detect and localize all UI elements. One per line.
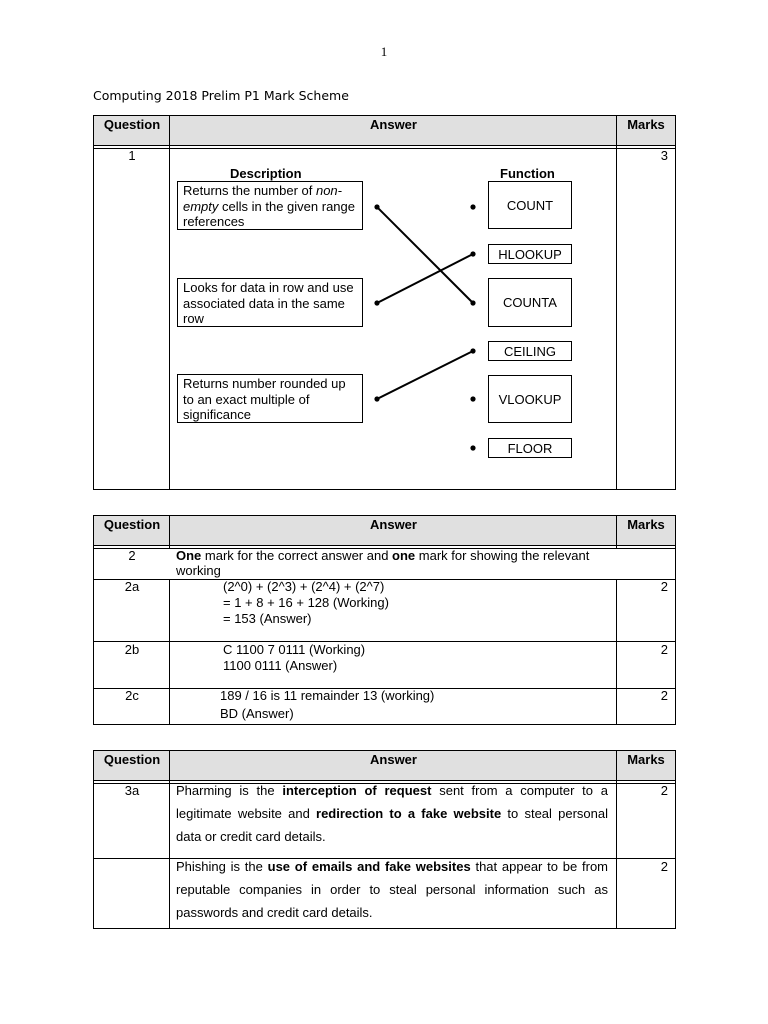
answer-line: = 1 + 8 + 16 + 128 (Working) (223, 595, 389, 610)
header-answer: Answer (370, 517, 417, 532)
part-label: 2c (125, 688, 139, 703)
intro-bold: One (176, 548, 202, 563)
answer-line: 189 / 16 is 11 remainder 13 (working) (220, 688, 435, 703)
column-divider (616, 516, 617, 548)
function-label: Function (500, 166, 555, 181)
pharming-answer (176, 779, 608, 848)
description-text: Looks for data in row and use associated data in the same row (183, 280, 354, 326)
column-divider (616, 751, 617, 928)
question-number: 2 (128, 548, 136, 563)
function-name: CEILING (503, 343, 556, 359)
intro-bold: one (392, 548, 416, 563)
question-1-table (93, 115, 676, 490)
match-line (377, 351, 473, 399)
question-3-table (93, 750, 676, 929)
row-divider (94, 579, 675, 580)
phishing-answer (176, 855, 608, 924)
match-line (377, 207, 473, 303)
header-question: Question (103, 517, 161, 532)
document-title: Computing 2018 Prelim P1 Mark Scheme (93, 88, 349, 103)
description-text: Returns the number of (183, 183, 316, 198)
part-marks: 2 (660, 859, 668, 874)
match-line (377, 254, 473, 303)
answer-line: = 153 (Answer) (223, 611, 312, 626)
description-text: cells in the given range references (183, 198, 355, 229)
right-dot (470, 204, 475, 209)
function-name: FLOOR (507, 440, 553, 456)
header-marks: Marks (627, 752, 665, 767)
answer-text: to steal personal data or credit card details. (176, 806, 608, 844)
description-emphasis: non-empty (183, 183, 342, 214)
answer-line: BD (Answer) (220, 706, 294, 721)
question-number: 1 (128, 148, 136, 163)
header-question: Question (103, 117, 161, 132)
part-label: 2a (124, 579, 140, 594)
function-name: HLOOKUP (498, 246, 562, 262)
answer-text: sent from a computer to a legitimate website and (176, 783, 609, 821)
function-name: COUNTA (503, 295, 557, 310)
function-name: COUNT (506, 197, 554, 213)
right-dot (470, 396, 475, 401)
matching-lines (94, 116, 677, 491)
part-label: 3a (124, 783, 140, 798)
intro-text: mark for the correct answer and (201, 548, 393, 563)
answer-text: Phishing is the (176, 859, 268, 874)
question-2-table (93, 515, 676, 725)
page-number: 1 (380, 44, 388, 59)
function-name: VLOOKUP (498, 391, 562, 407)
part-marks: 2 (660, 642, 668, 657)
header-marks: Marks (627, 117, 665, 132)
header-marks: Marks (627, 517, 665, 532)
column-divider (169, 751, 170, 928)
answer-line: (2^0) + (2^3) + (2^4) + (2^7) (223, 579, 385, 594)
answer-bold: interception of request (282, 783, 432, 798)
description-text: Returns number rounded up to an exact multiple of significance (183, 376, 346, 422)
answer-bold: redirection to a fake website (316, 806, 502, 821)
column-divider (169, 516, 170, 548)
part-marks: 2 (660, 579, 668, 594)
description-label: Description (230, 166, 302, 181)
header-answer: Answer (370, 117, 417, 132)
part-marks: 2 (660, 783, 668, 798)
answer-text: that appear to be from reputable companies in order to steal personal information such as passwords and credit card details. (176, 859, 608, 920)
question-2-intro (176, 548, 636, 578)
header-question: Question (103, 752, 161, 767)
part-label: 2b (124, 642, 140, 657)
row-divider (94, 641, 675, 642)
answer-bold: use of emails and fake websites (267, 859, 471, 874)
question-marks: 3 (660, 148, 668, 163)
right-dot (470, 445, 475, 450)
header-answer: Answer (370, 752, 417, 767)
intro-text: mark for showing the relevant working (176, 548, 590, 578)
part-marks: 2 (660, 688, 668, 703)
answer-text: Pharming is the (176, 783, 283, 798)
answer-line: 1100 0111 (Answer) (223, 658, 338, 673)
answer-line: C 1100 7 0111 (Working) (223, 642, 366, 657)
